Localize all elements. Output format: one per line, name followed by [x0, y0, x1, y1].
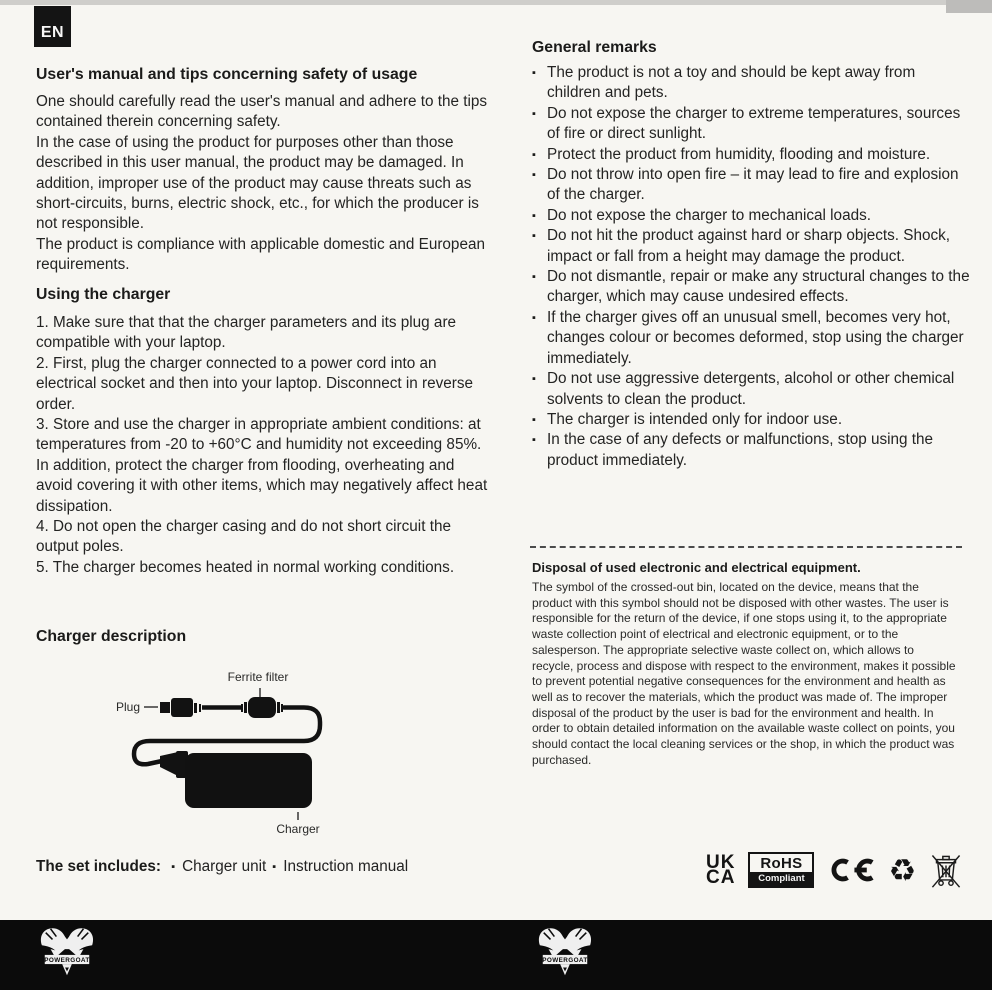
conformity-marks-row: [706, 851, 963, 889]
remark-bullet: ▪ Do not throw into open fire – it may lead to fire and explosion of the charger.: [532, 165, 970, 206]
scan-edge-top: [0, 0, 992, 5]
rohs-subtitle: Compliant: [750, 872, 812, 886]
weee-crossed-bin-icon: [929, 851, 963, 889]
charger-label: Charger: [276, 822, 320, 836]
intro-paragraph: [36, 92, 488, 276]
ferrite-filter-icon: [241, 697, 283, 718]
numbered-item: 4. Do not open the charger casing and do not short circuit the output poles.: [36, 518, 451, 556]
remark-bullet: ▪ Protect the product from humidity, flooding and moisture.: [532, 145, 970, 165]
set-includes-label: The set includes:: [36, 858, 161, 875]
charger-diagram: [36, 664, 456, 844]
ce-mark-icon: [827, 857, 875, 883]
remark-bullet: ▪ In the case of any defects or malfunctions, stop using the product immediately.: [532, 430, 970, 471]
charger-body-icon: [185, 753, 312, 808]
remark-bullet: ▪ The charger is intended only for indoor use.: [532, 410, 970, 430]
intro-segment: In the case of using the product for purposes other than those described in this user manual, the product may be damaged. In addition, improper use of the product may cause threats such as short-circuits, burns, electric shock, etc., for which the producer is not responsible.: [36, 133, 479, 233]
numbered-item: 5. The charger becomes heated in normal working conditions.: [36, 558, 455, 576]
disposal-heading: Disposal of used electronic and electrical equipment.: [532, 560, 861, 575]
ukca-mark: [706, 851, 736, 888]
remark-bullet: ▪ Do not dismantle, repair or make any structural changes to the charger, which may cause undesired effects.: [532, 267, 970, 308]
remark-bullet: ▪ If the charger gives off an unusual smell, becomes very hot, changes colour or becomes deformed, stop using the charger immediately.: [532, 308, 970, 369]
powergoat-wordmark: POWERGOAT: [542, 957, 588, 965]
set-includes-items: [165, 858, 408, 875]
numbered-item: 1. Make sure that that the charger parameters and its plug are compatible with your laptop.: [36, 314, 457, 352]
recycle-icon: ♻: [888, 852, 917, 888]
remark-bullet: ▪ The product is not a toy and should be kept away from children and pets.: [532, 63, 970, 104]
plug-label: Plug: [115, 700, 140, 714]
powergoat-wordmark: POWERGOAT: [44, 957, 90, 965]
remark-bullet: ▪ Do not hit the product against hard or sharp objects. Shock, impact or fall from a height may damage the product.: [532, 226, 970, 267]
dc-connector-icon: [160, 751, 188, 778]
ukca-line1: UK: [706, 851, 736, 873]
remark-bullet: ▪ Do not expose the charger to mechanical loads.: [532, 206, 970, 226]
set-item: ▪ Charger unit: [171, 858, 266, 875]
powergoat-logo: [536, 924, 594, 980]
remark-bullet: ▪ Do not expose the charger to extreme temperatures, sources of fire or direct sunlight.: [532, 104, 970, 145]
set-includes-line: [36, 858, 496, 876]
scan-edge-corner: [946, 0, 992, 13]
charger-description-heading: Charger description: [36, 628, 187, 645]
set-item: ▪ Instruction manual: [272, 858, 408, 875]
rohs-mark: [748, 852, 814, 888]
numbered-item: 3. Store and use the charger in appropriate ambient conditions: at temperatures from -20 to +60°C and humidity not exceeding 85%. In addition, protect the charger from flooding, overheating and avoid covering it with other items, which may negatively affect heat dissipation.: [36, 416, 488, 515]
ferrite-filter-label: Ferrite filter: [227, 670, 289, 684]
rohs-title: RoHS: [760, 855, 803, 872]
plug-icon: [160, 698, 201, 717]
remark-bullet: ▪ Do not use aggressive detergents, alcohol or other chemical solvents to clean the product.: [532, 369, 970, 410]
numbered-item: 2. First, plug the charger connected to a power cord into an electrical socket and then into your laptop. Disconnect in reverse order.: [36, 354, 474, 413]
general-remarks-list: [532, 63, 970, 471]
using-charger-heading: Using the charger: [36, 286, 171, 303]
powergoat-logo: [38, 924, 96, 980]
disposal-paragraph: The symbol of the crossed-out bin, located on the device, means that the product with this symbol should not be disposed with other wastes. The user is responsible for the return of the device, if one stops using it, to the appropriate waste collection point of electrical and electronic equipment, or to the salesperson. The appropriate selective waste collect on, which allows to recycle, process and dispose with respect to the environment, makes it possible to prevent potential negative consequences for the environment and health as well as to recover the materials, which the product was made of. The improper disposal of the product by the user is bad for the environment and health. In order to obtain detailed information on the available waste collect on points, you should contact the local cleaning services or the shop, in which the product was purchased.: [532, 580, 956, 767]
intro-segment: The product is compliance with applicable domestic and European requirements.: [36, 235, 485, 274]
using-charger-list: [36, 313, 488, 578]
general-remarks-heading: General remarks: [532, 39, 657, 56]
footer-bar: [0, 920, 992, 990]
ukca-line2: CA: [706, 867, 736, 888]
dashed-divider: [530, 546, 962, 548]
language-badge: EN: [34, 6, 71, 47]
left-column-title: User's manual and tips concerning safety of usage: [36, 66, 418, 83]
intro-segment: One should carefully read the user's manual and adhere to the tips contained therein concerning safety.: [36, 93, 488, 131]
